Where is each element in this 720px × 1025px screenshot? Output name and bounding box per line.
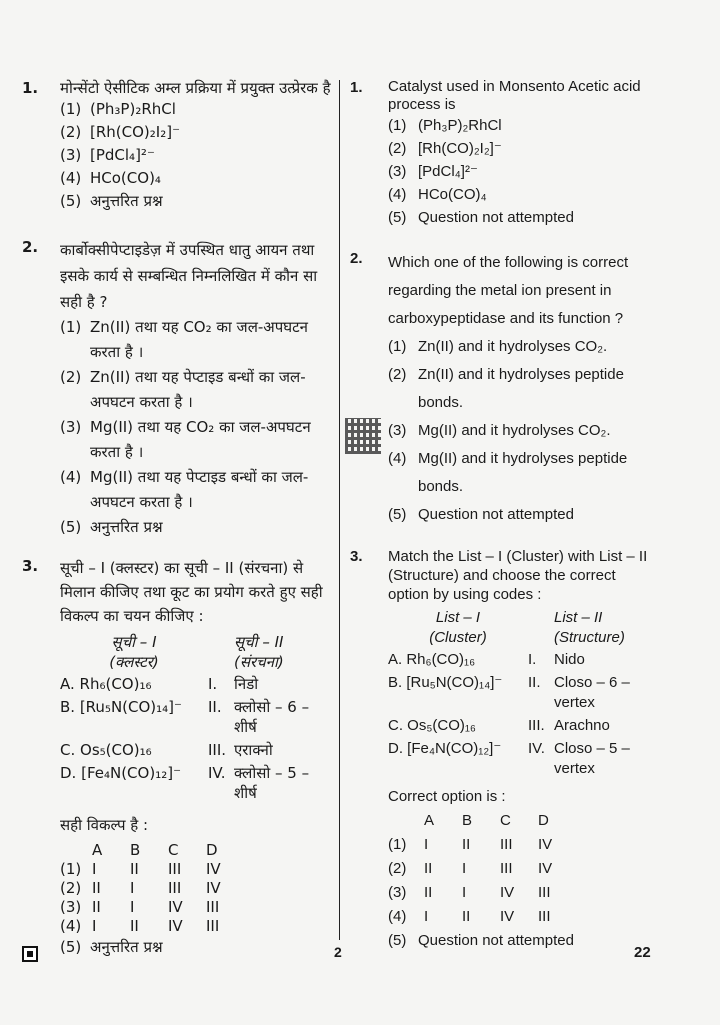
option-text: अनुत्तरित प्रश्न xyxy=(90,518,163,536)
question-number: 1. xyxy=(22,79,39,97)
codes-header-cell: C xyxy=(168,841,179,859)
option-number: (4) xyxy=(388,186,407,203)
option-text: HCo(CO)₄ xyxy=(418,186,487,203)
match-table xyxy=(60,632,332,672)
list-2-header xyxy=(234,632,332,672)
codes-header-cell: A xyxy=(92,841,103,859)
option-text: Mg(II) तथा यह CO₂ का जल-अपघटन करता है । xyxy=(90,418,311,461)
codes-cell: IV xyxy=(206,860,221,878)
codes-cell: II xyxy=(462,908,471,925)
question-number: 3. xyxy=(350,548,363,565)
codes-cell: (1) xyxy=(60,860,82,878)
question-text: मोन्सेंटो ऐसीटिक अम्ल प्रक्रिया में प्रयुक्त उत्प्रेरक है xyxy=(60,79,331,97)
list-2-numeral: II. xyxy=(208,698,222,716)
codes-cell: I xyxy=(462,860,467,877)
option-number: (3) xyxy=(60,418,82,436)
option-1[interactable] xyxy=(60,315,332,365)
option-number: (5) xyxy=(60,192,82,210)
option-3[interactable] xyxy=(388,417,658,445)
option-text: Mg(II) and it hydrolyses CO₂. xyxy=(418,422,611,439)
codes-cell: (2) xyxy=(60,879,82,897)
list-1-item: B. [Ru₅N(CO)₁₄]⁻ xyxy=(388,674,503,691)
question-1-hindi xyxy=(22,78,332,213)
codes-cell: III xyxy=(206,917,220,935)
list-2-subtitle: (Structure) xyxy=(554,629,625,646)
codes-cell: III xyxy=(538,908,551,925)
list-1-item: A. Rh₆(CO)₁₆ xyxy=(388,651,476,668)
codes-cell: I xyxy=(130,879,135,897)
option-text: Mg(II) तथा यह पेप्टाइड बन्धों का जल-अपघटन करता है । xyxy=(90,468,309,511)
option-number: (1) xyxy=(388,117,407,134)
list-1-header xyxy=(388,608,528,648)
option-4[interactable] xyxy=(60,465,332,515)
list-1-subtitle: (क्लस्टर) xyxy=(109,653,159,671)
list-1-item: B. [Ru₅N(CO)₁₄]⁻ xyxy=(60,698,182,716)
option-number: (2) xyxy=(388,140,407,157)
codes-cell: I xyxy=(424,836,429,853)
option-text: Zn(II) and it hydrolyses CO₂. xyxy=(418,338,608,355)
match-rows xyxy=(60,674,332,803)
question-1-english xyxy=(350,78,658,229)
option-text: [PdCl₄]²⁻ xyxy=(418,163,478,180)
option-text: [Rh(CO)₂I₂]⁻ xyxy=(90,123,180,141)
list-1-title: List – I xyxy=(435,609,481,626)
codes-cell: (2) xyxy=(388,860,407,877)
option-5[interactable] xyxy=(388,929,658,952)
option-text: Mg(II) and it hydrolyses peptide bonds. xyxy=(418,450,628,495)
page-number-center: 2 xyxy=(334,944,342,960)
list-2-numeral: I. xyxy=(528,651,537,668)
codes-header-cell: A xyxy=(424,812,435,829)
option-text: अनुत्तरित प्रश्न xyxy=(90,938,163,956)
option-1[interactable] xyxy=(388,114,658,137)
option-1[interactable] xyxy=(388,333,658,361)
option-number: (4) xyxy=(60,169,82,187)
list-2-numeral: III. xyxy=(528,717,545,734)
codes-cell: IV xyxy=(500,884,515,901)
option-text: (Ph₃P)₂RhCl xyxy=(418,117,502,134)
option-number: (5) xyxy=(388,209,407,226)
option-3[interactable] xyxy=(60,144,332,167)
option-5[interactable] xyxy=(60,936,332,959)
question-2-english xyxy=(350,249,658,529)
codes-header-cell: D xyxy=(538,812,549,829)
option-number: (1) xyxy=(388,338,407,355)
option-number: (2) xyxy=(60,368,82,386)
codes-cell: IV xyxy=(500,908,515,925)
codes-cell: I xyxy=(424,908,429,925)
codes-cell: III xyxy=(168,860,182,878)
list-2-subtitle: (संरचना) xyxy=(234,653,284,671)
option-number: (2) xyxy=(388,366,407,383)
option-number: (5) xyxy=(388,932,407,949)
question-number: 2. xyxy=(22,238,39,256)
list-2-item: Closo – 6 – vertex xyxy=(554,674,630,711)
correct-option-label: Correct option is : xyxy=(388,788,506,805)
option-text: Zn(II) तथा यह पेप्टाइड बन्धों का जल-अपघटन करता है । xyxy=(90,368,306,411)
codes-cell: II xyxy=(92,898,101,916)
codes-cell: IV xyxy=(168,917,183,935)
question-3-english xyxy=(350,547,658,952)
option-5[interactable] xyxy=(388,501,658,529)
codes-header-cell: C xyxy=(500,812,511,829)
option-text: [Rh(CO)₂I₂]⁻ xyxy=(418,140,502,157)
list-2-numeral: IV. xyxy=(208,764,226,782)
question-text: Which one of the following is correct regarding the metal ion present in carboxypeptidase and its function ? xyxy=(388,254,629,327)
codes-cell: III xyxy=(538,884,551,901)
list-1-subtitle: (Cluster) xyxy=(429,629,487,646)
correct-option-label: सही विकल्प है : xyxy=(60,816,149,834)
list-2-numeral: II. xyxy=(528,674,541,691)
codes-cell: (3) xyxy=(388,884,407,901)
list-2-item: Arachno xyxy=(554,717,610,734)
list-2-item: Closo – 5 – vertex xyxy=(554,740,630,777)
option-4[interactable] xyxy=(388,183,658,206)
codes-cell: IV xyxy=(168,898,183,916)
codes-table xyxy=(60,841,332,936)
option-1[interactable] xyxy=(60,98,332,121)
question-number: 3. xyxy=(22,557,39,575)
option-5[interactable] xyxy=(60,190,332,213)
option-text: HCo(CO)₄ xyxy=(90,169,161,187)
codes-cell: (3) xyxy=(60,898,82,916)
option-text: (Ph₃P)₂RhCl xyxy=(90,100,176,118)
codes-cell: II xyxy=(424,884,433,901)
match-rows xyxy=(388,650,658,779)
codes-header-cell: B xyxy=(462,812,473,829)
codes-cell: II xyxy=(424,860,433,877)
option-number: (2) xyxy=(60,123,82,141)
option-4[interactable] xyxy=(60,167,332,190)
list-1-title: सूची – I xyxy=(111,633,157,651)
english-column xyxy=(350,78,658,952)
codes-cell: (4) xyxy=(388,908,407,925)
option-2[interactable] xyxy=(60,121,332,144)
question-text: सूची – I (क्लस्टर) का सूची – II (संरचना) से मिलान कीजिए तथा कूट का प्रयोग करते हुए सही विकल्प का चयन कीजिए : xyxy=(60,559,323,625)
question-text: कार्बोक्सीपेप्टाइडेज़ में उपस्थित धातु आयन तथा इसके कार्य से सम्बन्धित निम्नलिखित में कौन सा सही है ? xyxy=(60,241,318,311)
option-number: (5) xyxy=(60,938,82,956)
codes-cell: II xyxy=(462,836,471,853)
options-list xyxy=(60,315,332,540)
list-1-item: D. [Fe₄N(CO)₁₂]⁻ xyxy=(60,764,181,782)
list-2-header xyxy=(554,608,658,648)
option-number: (5) xyxy=(60,518,82,536)
option-2[interactable] xyxy=(388,137,658,160)
codes-header-cell xyxy=(60,841,92,860)
codes-cell: II xyxy=(130,860,139,878)
question-number: 1. xyxy=(350,79,363,96)
question-text: Match the List – I (Cluster) with List – II (Structure) and choose the correct option by using codes : xyxy=(388,548,648,603)
page-marker-icon xyxy=(22,946,38,962)
codes-cell: III xyxy=(500,860,513,877)
option-number: (3) xyxy=(388,163,407,180)
list-2-item: निडो xyxy=(234,675,259,693)
option-number: (1) xyxy=(60,318,82,336)
options-list xyxy=(60,98,332,213)
codes-cell: I xyxy=(462,884,467,901)
option-text: Question not attempted xyxy=(418,932,574,949)
option-3[interactable] xyxy=(60,415,332,465)
list-2-item: Nido xyxy=(554,651,585,668)
codes-cell: I xyxy=(92,860,97,878)
question-number: 2. xyxy=(350,250,363,267)
question-2-hindi xyxy=(22,237,332,540)
option-number: (4) xyxy=(60,468,82,486)
list-1-item: C. Os₅(CO)₁₆ xyxy=(388,717,476,734)
list-1-item: D. [Fe₄N(CO)₁₂]⁻ xyxy=(388,740,502,757)
list-2-title: List – II xyxy=(554,609,603,626)
codes-cell: III xyxy=(168,879,182,897)
option-number: (4) xyxy=(388,450,407,467)
options-list xyxy=(388,333,658,529)
hindi-column xyxy=(22,78,332,959)
codes-cell: (4) xyxy=(60,917,82,935)
option-5[interactable] xyxy=(60,515,332,540)
codes-cell: II xyxy=(92,879,101,897)
codes-cell: IV xyxy=(206,879,221,897)
codes-cell: I xyxy=(92,917,97,935)
codes-cell: III xyxy=(500,836,513,853)
codes-cell: II xyxy=(130,917,139,935)
option-text: [PdCl₄]²⁻ xyxy=(90,146,155,164)
question-3-hindi xyxy=(22,556,332,959)
option-text: Question not attempted xyxy=(418,506,574,523)
list-2-title: सूची – II xyxy=(234,633,284,651)
option-number: (3) xyxy=(60,146,82,164)
list-1-item: A. Rh₆(CO)₁₆ xyxy=(60,675,152,693)
option-5[interactable] xyxy=(388,206,658,229)
options-list xyxy=(388,114,658,229)
option-number: (5) xyxy=(388,506,407,523)
list-2-item: एराक्नो xyxy=(234,741,273,759)
codes-cell: IV xyxy=(538,860,553,877)
option-text: Question not attempted xyxy=(418,209,574,226)
codes-header-cell: D xyxy=(206,841,218,859)
list-2-item: क्लोसो – 6 – शीर्ष xyxy=(234,698,310,736)
option-text: Zn(II) and it hydrolyses peptide bonds. xyxy=(418,366,624,411)
option-2[interactable] xyxy=(388,361,658,417)
codes-cell: (1) xyxy=(388,836,407,853)
list-1-header xyxy=(60,632,208,672)
match-table xyxy=(388,608,658,648)
codes-header-cell: B xyxy=(130,841,141,859)
option-4[interactable] xyxy=(388,445,658,501)
option-2[interactable] xyxy=(60,365,332,415)
option-3[interactable] xyxy=(388,160,658,183)
codes-cell: III xyxy=(206,898,220,916)
option-text: Zn(II) तथा यह CO₂ का जल-अपघटन करता है । xyxy=(90,318,309,361)
list-2-numeral: IV. xyxy=(528,740,545,757)
list-2-item: क्लोसो – 5 – शीर्ष xyxy=(234,764,310,802)
question-text: Catalyst used in Monsento Acetic acid process is xyxy=(388,78,641,113)
page-number-right: 22 xyxy=(634,944,651,961)
column-divider xyxy=(339,80,340,940)
codes-cell: I xyxy=(130,898,135,916)
option-number: (1) xyxy=(60,100,82,118)
list-2-numeral: III. xyxy=(208,741,227,759)
list-2-numeral: I. xyxy=(208,675,218,693)
list-1-item: C. Os₅(CO)₁₆ xyxy=(60,741,152,759)
codes-table xyxy=(388,809,658,929)
codes-cell: IV xyxy=(538,836,553,853)
option-text: अनुत्तरित प्रश्न xyxy=(90,192,163,210)
codes-header-cell xyxy=(388,809,424,833)
option-number: (3) xyxy=(388,422,407,439)
